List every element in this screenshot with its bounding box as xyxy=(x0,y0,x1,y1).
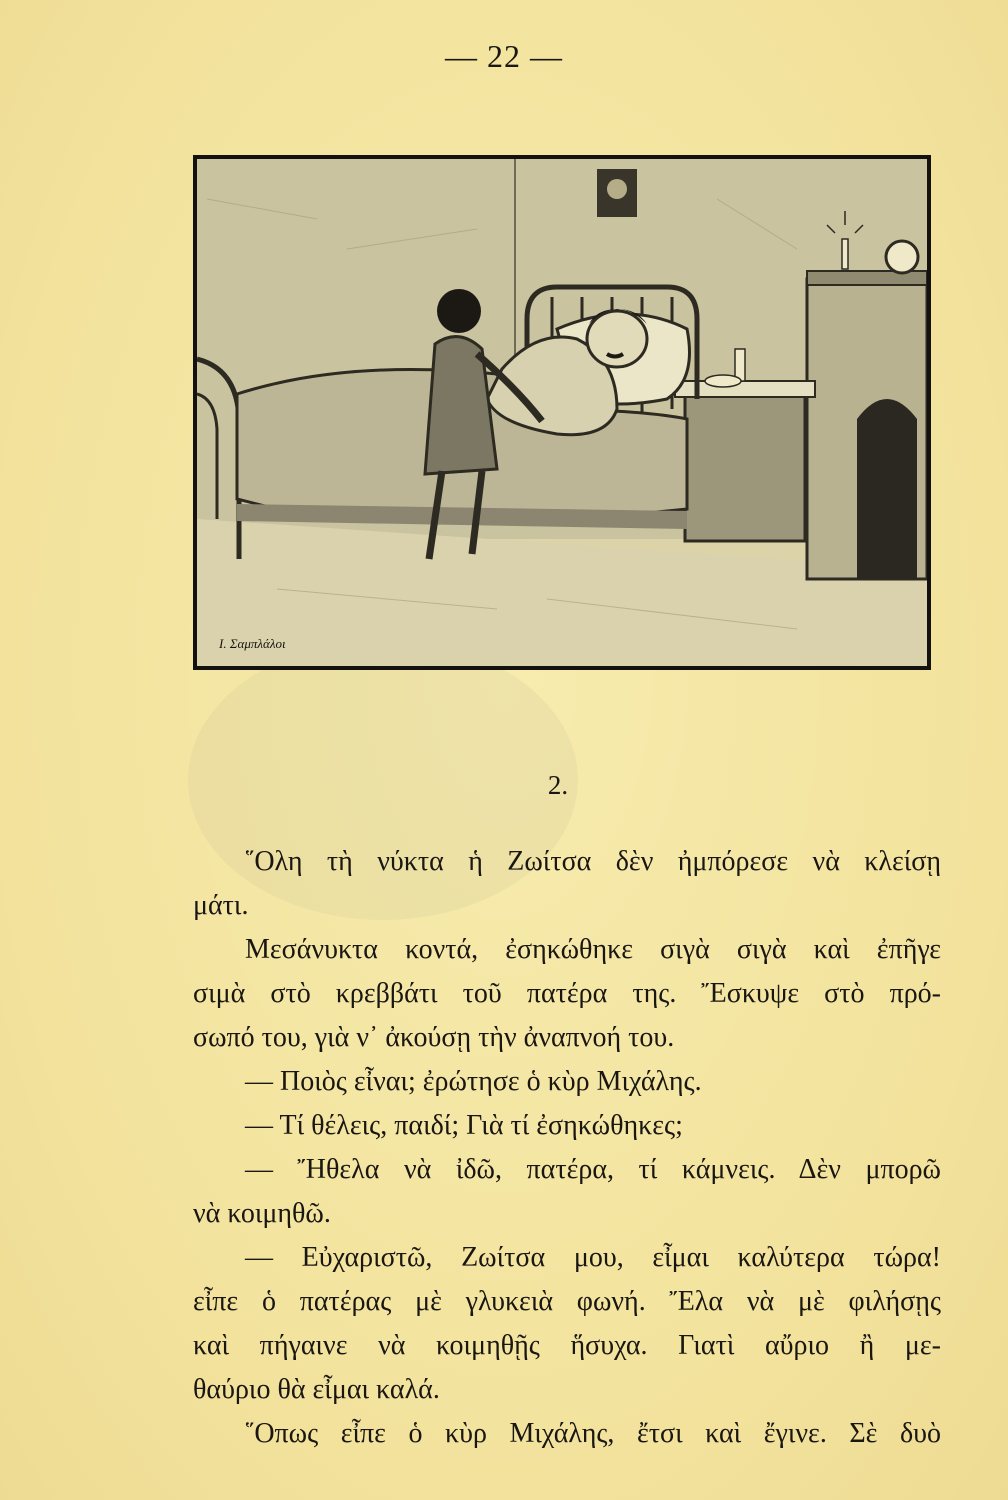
body-text xyxy=(193,840,941,1456)
text-line: νὰ κοιμηθῶ. xyxy=(193,1198,331,1229)
paragraph xyxy=(193,1060,941,1104)
text-line: Μεσάνυκτα κοντά, ἐσηκώθηκε σιγὰ σιγὰ καὶ ἐπῆγε xyxy=(245,934,941,965)
paragraph xyxy=(193,1104,941,1148)
illustration xyxy=(193,155,931,670)
text-line: σωπό του, γιὰ ν᾽ ἀκούσῃ τὴν ἀναπνοή του. xyxy=(193,1022,675,1053)
text-line: — Ἤθελα νὰ ἰδῶ, πατέρα, τί κάμνεις. Δὲν μπορῶ xyxy=(245,1154,941,1185)
text-line: ῞Ολη τὴ νύκτα ἡ Ζωίτσα δὲν ἠμπόρεσε νὰ κλείσῃ xyxy=(245,846,941,877)
paragraph xyxy=(193,840,941,928)
text-line: — Εὐχαριστῶ, Ζωίτσα μου, εἶμαι καλύτερα τώρα! xyxy=(245,1242,941,1273)
paragraph xyxy=(193,1412,941,1456)
section-number: 2. xyxy=(547,770,569,800)
text-line: — Τί θέλεις, παιδί; Γιὰ τί ἐσηκώθηκες; xyxy=(245,1110,683,1141)
paragraph xyxy=(193,928,941,1060)
page-number: — 22 — xyxy=(445,38,563,74)
text-line: μάτι. xyxy=(193,890,249,921)
text-line: σιμὰ στὸ κρεββάτι τοῦ πατέρα της. Ἔσκυψε στὸ πρό- xyxy=(193,978,941,1009)
illustration-signature: I. Σαμπλάλοι xyxy=(219,636,286,651)
text-line: — Ποιὸς εἶναι; ἐρώτησε ὁ κὺρ Μιχάλης. xyxy=(245,1066,702,1097)
paragraph xyxy=(193,1148,941,1236)
illustration-drawing xyxy=(197,159,927,666)
paragraph xyxy=(193,1236,941,1412)
text-line: εἶπε ὁ πατέρας μὲ γλυκειὰ φωνή. Ἔλα νὰ μὲ φιλήσῃς xyxy=(193,1286,941,1317)
text-line: καὶ πήγαινε νὰ κοιμηθῇς ἥσυχα. Γιατὶ αὔριο ἢ με- xyxy=(193,1330,941,1361)
text-line: ῞Οπως εἶπε ὁ κὺρ Μιχάλης, ἔτσι καὶ ἔγινε. Σὲ δυὸ xyxy=(245,1418,941,1449)
text-line: θαύριο θὰ εἶμαι καλά. xyxy=(193,1374,440,1405)
